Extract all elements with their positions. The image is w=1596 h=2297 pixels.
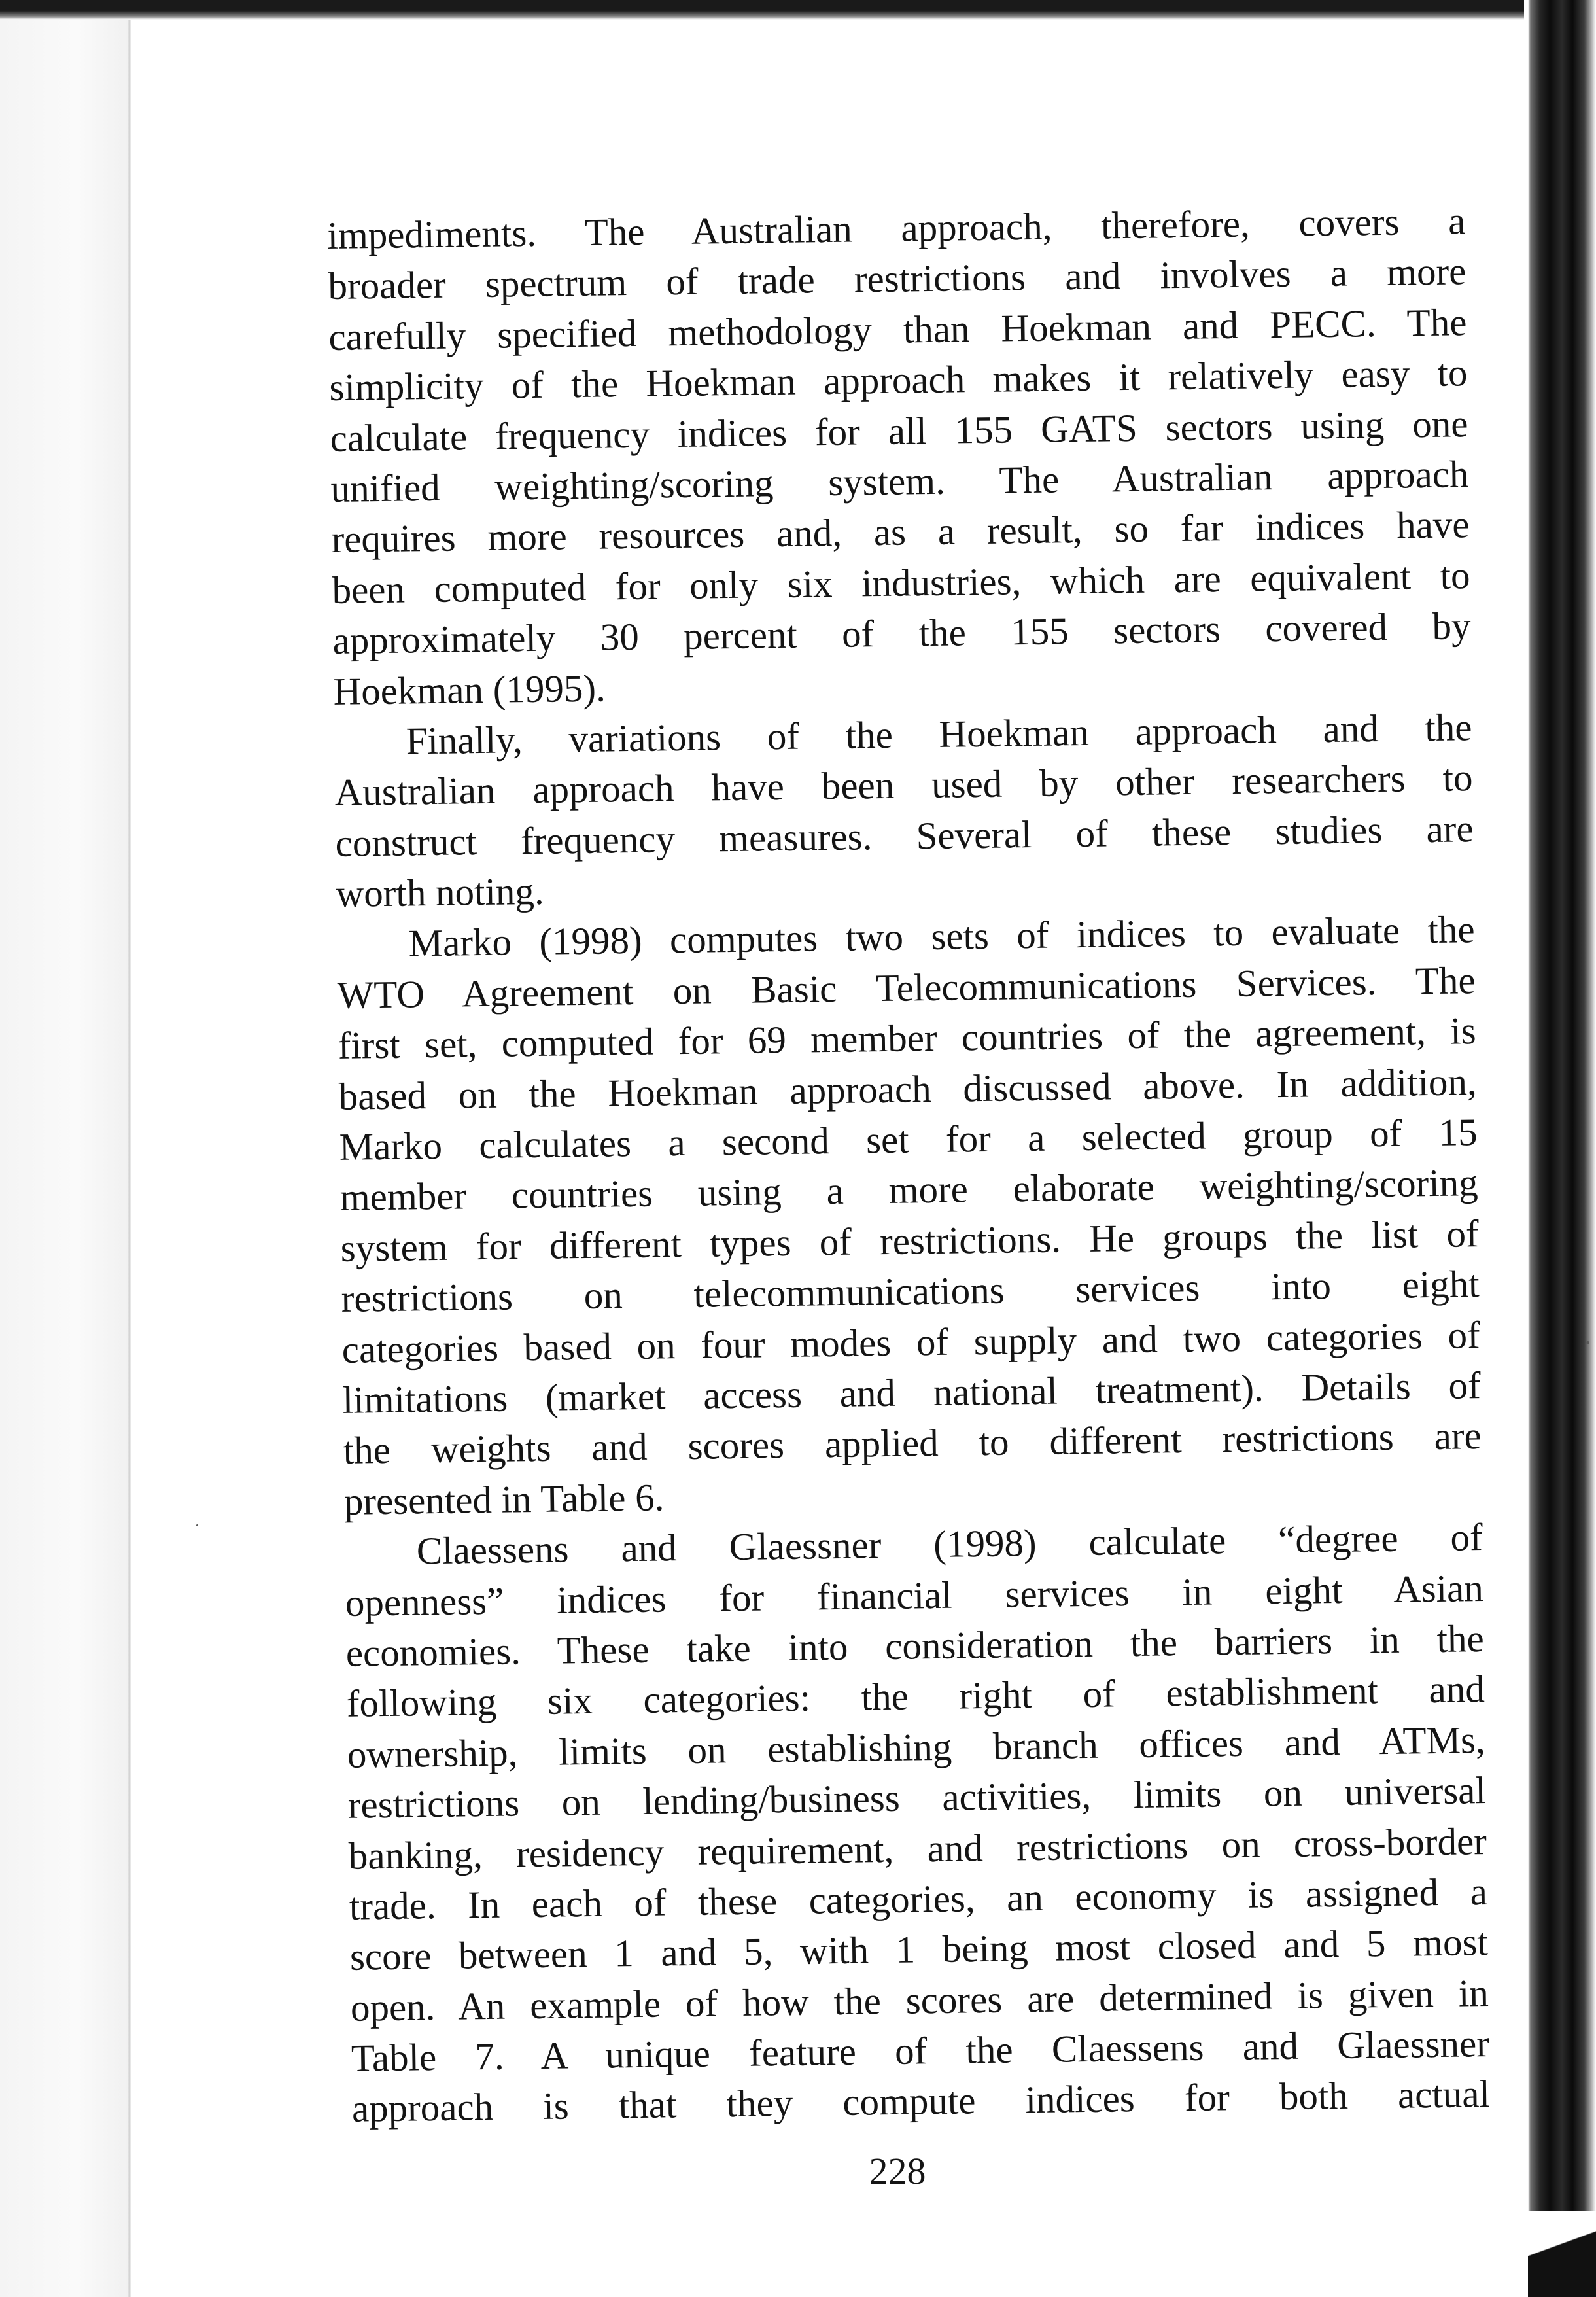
text-line: Marko calculates a second set for a selected group of 15 <box>339 1110 1478 1168</box>
text-line: banking, residency requirement, and restrictions on cross-border <box>348 1819 1487 1878</box>
text-line: open. An example of how the scores are determined is given in <box>350 1971 1489 2029</box>
body-text <box>327 196 1490 2134</box>
scan-left-margin-shade <box>0 20 128 2297</box>
text-line: based on the Hoekman approach discussed above. In addition, <box>338 1059 1478 1118</box>
text-line: carefully specified methodology than Hoekman and PECC. The <box>328 300 1467 359</box>
scan-page-fold <box>128 20 131 2297</box>
text-line: trade. In each of these categories, an economy is assigned a <box>349 1869 1488 1928</box>
text-line: restrictions on telecommunications services into eight <box>341 1262 1480 1321</box>
text-line: worth noting. <box>336 869 545 915</box>
text-line: calculate frequency indices for all 155 GATS sectors using one <box>330 401 1468 460</box>
text-line: system for different types of restrictions. He groups the list of <box>340 1211 1480 1270</box>
text-line: member countries using a more elaborate weighting/scoring <box>339 1161 1479 1219</box>
text-line: ownership, limits on establishing branch offices and ATMs, <box>347 1717 1486 1776</box>
scan-page-corner <box>1528 2211 1596 2297</box>
text-line: broader spectrum of trade restrictions and involves a more <box>328 249 1466 308</box>
text-line: Hoekman (1995). <box>333 666 606 713</box>
text-line: simplicity of the Hoekman approach makes it relatively easy to <box>329 351 1468 410</box>
text-line: Claessens and Glaessner (1998) calculate “degree of <box>416 1515 1483 1573</box>
text-line: Finally, variations of the Hoekman approach and the <box>406 705 1472 763</box>
scan-top-edge <box>0 0 1596 20</box>
text-line: first set, computed for 69 member countries of the agreement, is <box>338 1009 1476 1068</box>
text-line: following six categories: the right of establishment and <box>346 1667 1485 1726</box>
page-number: 228 <box>869 2150 926 2192</box>
text-line: impediments. The Australian approach, therefore, covers a <box>327 199 1466 257</box>
text-line: Australian approach have been used by other researchers to <box>334 756 1473 815</box>
text-line: unified weighting/scoring system. The Australian approach <box>330 452 1469 510</box>
text-line: the weights and scores applied to different restrictions are <box>343 1414 1482 1473</box>
text-line: openness” indices for financial services in eight Asian <box>345 1566 1484 1624</box>
text-line: economies. These take into consideration the barriers in the <box>345 1616 1485 1675</box>
text-line: categories based on four modes of supply and two categories of <box>341 1312 1481 1371</box>
scan-book-spine <box>1524 0 1596 2297</box>
scan-speck <box>196 1524 198 1526</box>
text-line: construct frequency measures. Several of these studies are <box>335 806 1474 865</box>
text-line: restrictions on lending/business activities, limits on universal <box>347 1768 1487 1827</box>
text-line: approach is that they compute indices for both actual <box>351 2072 1491 2131</box>
text-line: requires more resources and, as a result, so far indices have <box>331 502 1470 561</box>
text-line: been computed for only six industries, which are equivalent to <box>332 553 1470 612</box>
text-line: score between 1 and 5, with 1 being most closed and 5 most <box>349 1920 1489 1979</box>
scan-speck <box>1586 1341 1589 1344</box>
text-line: Table 7. A unique feature of the Claessens and Glaessner <box>351 2022 1490 2080</box>
text-line: approximately 30 percent of the 155 sectors covered by <box>332 604 1471 663</box>
text-line: Marko (1998) computes two sets of indices to evaluate the <box>408 907 1475 965</box>
text-line: presented in Table 6. <box>343 1475 665 1523</box>
text-line: WTO Agreement on Basic Telecommunications Services. The <box>337 958 1476 1017</box>
text-line: limitations (market access and national treatment). Details of <box>342 1363 1482 1422</box>
